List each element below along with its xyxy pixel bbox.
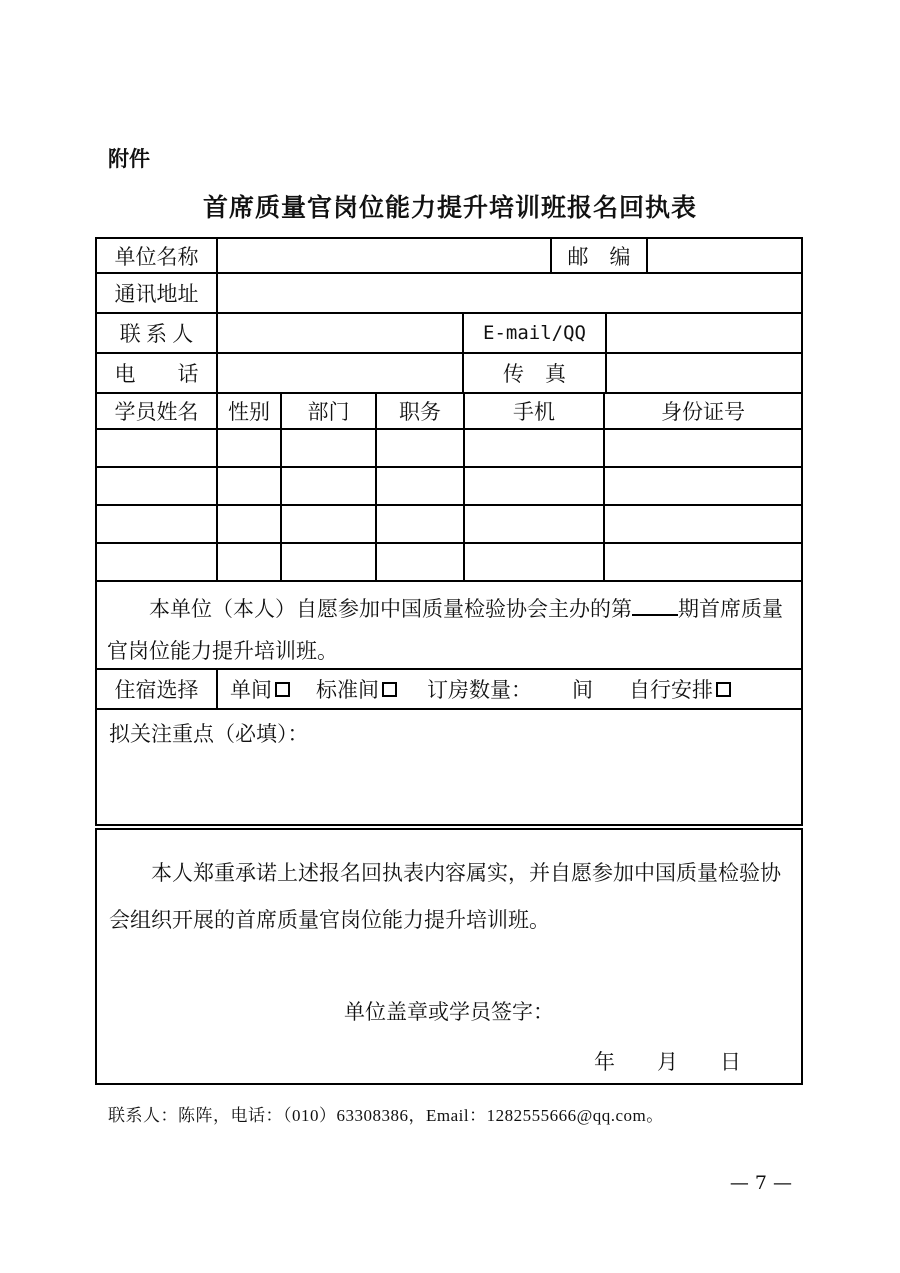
phone-label: 电 话 xyxy=(97,354,218,394)
page-number: — 7 — xyxy=(729,1172,792,1194)
focus-points-cell[interactable] xyxy=(97,710,801,824)
row-contact-person xyxy=(97,314,801,354)
student-cell[interactable] xyxy=(97,506,218,544)
organizer-contact-line: 联系人：陈阵，电话：（010）63308386，Email：1282555666@qq.com。 xyxy=(108,1106,664,1125)
single-room-label: 单间 xyxy=(230,678,272,702)
unit-name-field[interactable] xyxy=(218,239,552,274)
email-qq-label: E-mail/QQ xyxy=(464,314,607,354)
option-single-room xyxy=(230,674,290,704)
session-number-blank[interactable] xyxy=(632,595,678,616)
students-header-row xyxy=(97,394,801,430)
focus-points-label: 拟关注重点（必填）： xyxy=(109,722,309,746)
unit-name-label: 单位名称 xyxy=(97,239,218,274)
self-arrange-label: 自行安排 xyxy=(629,678,713,702)
standard-room-label: 标准间 xyxy=(316,678,379,702)
student-cell[interactable] xyxy=(282,544,377,582)
student-cell[interactable] xyxy=(377,468,465,506)
contact-person-label: 联 系 人 xyxy=(97,314,218,354)
student-row-1 xyxy=(97,430,801,468)
student-row-4 xyxy=(97,544,801,582)
student-cell[interactable] xyxy=(377,430,465,468)
accommodation-options xyxy=(218,670,801,710)
student-cell[interactable] xyxy=(605,544,801,582)
signature-label[interactable]: 单位盖章或学员签字： xyxy=(344,1000,554,1024)
commitment-statement: 本人郑重承诺上述报名回执表内容属实，并自愿参加中国质量检验协会组织开展的首席质量官岗位能力提升培训班。 xyxy=(109,861,781,932)
fax-field[interactable] xyxy=(607,354,801,394)
self-arrange-checkbox[interactable] xyxy=(716,682,731,697)
student-cell[interactable] xyxy=(97,468,218,506)
address-field[interactable] xyxy=(218,274,801,314)
student-cell[interactable] xyxy=(605,506,801,544)
fax-label: 传 真 xyxy=(464,354,607,394)
student-cell[interactable] xyxy=(465,544,605,582)
postcode-label: 邮 编 xyxy=(552,239,648,274)
option-standard-room xyxy=(316,674,397,704)
row-accommodation xyxy=(97,670,801,710)
address-label: 通讯地址 xyxy=(97,274,218,314)
phone-field[interactable] xyxy=(218,354,464,394)
student-cell[interactable] xyxy=(97,544,218,582)
room-quantity-unit: 间 xyxy=(572,678,593,702)
student-cell[interactable] xyxy=(218,430,282,468)
room-quantity-label: 订房数量： xyxy=(427,678,532,702)
student-row-3 xyxy=(97,506,801,544)
page-title: 首席质量官岗位能力提升培训班报名回执表 xyxy=(202,194,697,222)
students-header-gender: 性别 xyxy=(218,394,282,430)
students-header-department: 部门 xyxy=(282,394,377,430)
student-cell[interactable] xyxy=(282,506,377,544)
participation-text-after: 期首席质量官岗位能力提升培训班。 xyxy=(107,597,783,663)
registration-form-table xyxy=(95,237,803,826)
student-cell[interactable] xyxy=(465,430,605,468)
student-cell[interactable] xyxy=(465,506,605,544)
student-cell[interactable] xyxy=(377,544,465,582)
postcode-field[interactable] xyxy=(648,239,801,274)
attachment-label: 附件 xyxy=(108,148,150,171)
student-cell[interactable] xyxy=(282,468,377,506)
email-qq-field[interactable] xyxy=(607,314,801,354)
accommodation-label: 住宿选择 xyxy=(97,670,218,710)
student-cell[interactable] xyxy=(605,430,801,468)
student-cell[interactable] xyxy=(465,468,605,506)
students-header-name: 学员姓名 xyxy=(97,394,218,430)
option-self-arrange xyxy=(629,674,731,704)
participation-text-before: 本单位（本人）自愿参加中国质量检验协会主办的第 xyxy=(149,597,632,621)
row-focus-points xyxy=(97,710,801,824)
student-cell[interactable] xyxy=(218,468,282,506)
students-header-id-number: 身份证号 xyxy=(605,394,801,430)
student-cell[interactable] xyxy=(377,506,465,544)
student-cell[interactable] xyxy=(282,430,377,468)
standard-room-checkbox[interactable] xyxy=(382,682,397,697)
row-address xyxy=(97,274,801,314)
student-cell[interactable] xyxy=(218,544,282,582)
contact-person-field[interactable] xyxy=(218,314,464,354)
date-line[interactable]: 年 月 日 xyxy=(594,1050,741,1074)
commitment-box xyxy=(95,828,803,1085)
row-phone xyxy=(97,354,801,394)
student-cell[interactable] xyxy=(218,506,282,544)
students-header-mobile: 手机 xyxy=(465,394,605,430)
student-row-2 xyxy=(97,468,801,506)
row-unit-name xyxy=(97,239,801,274)
students-header-position: 职务 xyxy=(377,394,465,430)
participation-statement xyxy=(97,582,801,670)
student-cell[interactable] xyxy=(605,468,801,506)
student-cell[interactable] xyxy=(97,430,218,468)
single-room-checkbox[interactable] xyxy=(275,682,290,697)
